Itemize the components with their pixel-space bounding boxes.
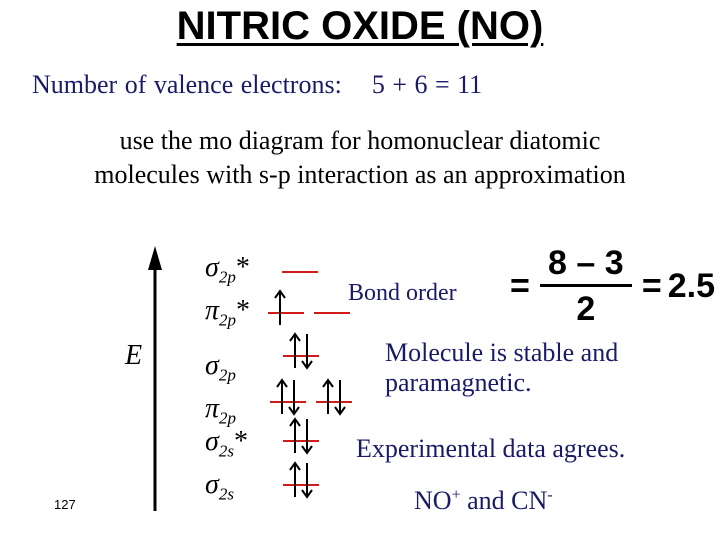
level-subscript: 2p — [218, 267, 236, 287]
bond-order-equation — [510, 244, 715, 329]
level-subscript: 2p — [218, 365, 236, 385]
ion-cn-charge: - — [547, 486, 553, 504]
ion-no-charge: + — [451, 486, 461, 504]
level-subscript: 2p — [219, 408, 237, 428]
intro-line-1: use the mo diagram for homonuclear diatomic — [119, 126, 601, 155]
bond-order-label: Bond order — [348, 280, 457, 306]
level-symbol: σ — [205, 469, 219, 500]
bond-order-equals-1: = — [510, 267, 530, 305]
level-star: * — [233, 426, 248, 457]
bond-order-denominator: 2 — [576, 290, 596, 328]
ion-connector: and CN — [460, 486, 548, 515]
bond-order-equals-2: = — [641, 267, 662, 305]
stability-note — [385, 338, 618, 398]
fraction-bar — [540, 284, 632, 287]
level-symbol: π — [205, 393, 220, 424]
level-symbol: π — [205, 295, 220, 326]
energy-axis-label: E — [125, 340, 143, 371]
level-star: * — [236, 295, 251, 326]
isoelectronic-ions-note — [414, 486, 553, 516]
level-star: * — [235, 252, 250, 283]
stability-line-2: paramagnetic. — [385, 368, 532, 397]
slide-number: 127 — [54, 497, 76, 512]
bond-order-numerator: 8 – 3 — [548, 244, 624, 282]
level-subscript: 2s — [218, 484, 234, 504]
bond-order-result: 2.5 — [667, 267, 715, 305]
ion-no: NO — [414, 486, 452, 515]
level-subscript: 2p — [219, 310, 237, 330]
level-subscript: 2s — [218, 441, 234, 461]
title-text: NITRIC OXIDE (NO) — [176, 4, 544, 48]
valence-label: Number of valence electrons: — [32, 70, 342, 99]
level-symbol: σ — [205, 426, 219, 457]
stability-line-1: Molecule is stable and — [385, 338, 619, 367]
valence-equation: 5 + 6 = 11 — [371, 70, 483, 99]
experimental-note: Experimental data agrees. — [356, 434, 626, 463]
level-symbol: σ — [205, 252, 219, 283]
level-symbol: σ — [205, 350, 219, 381]
intro-line-2: molecules with s-p interaction as an approximation — [94, 160, 626, 189]
